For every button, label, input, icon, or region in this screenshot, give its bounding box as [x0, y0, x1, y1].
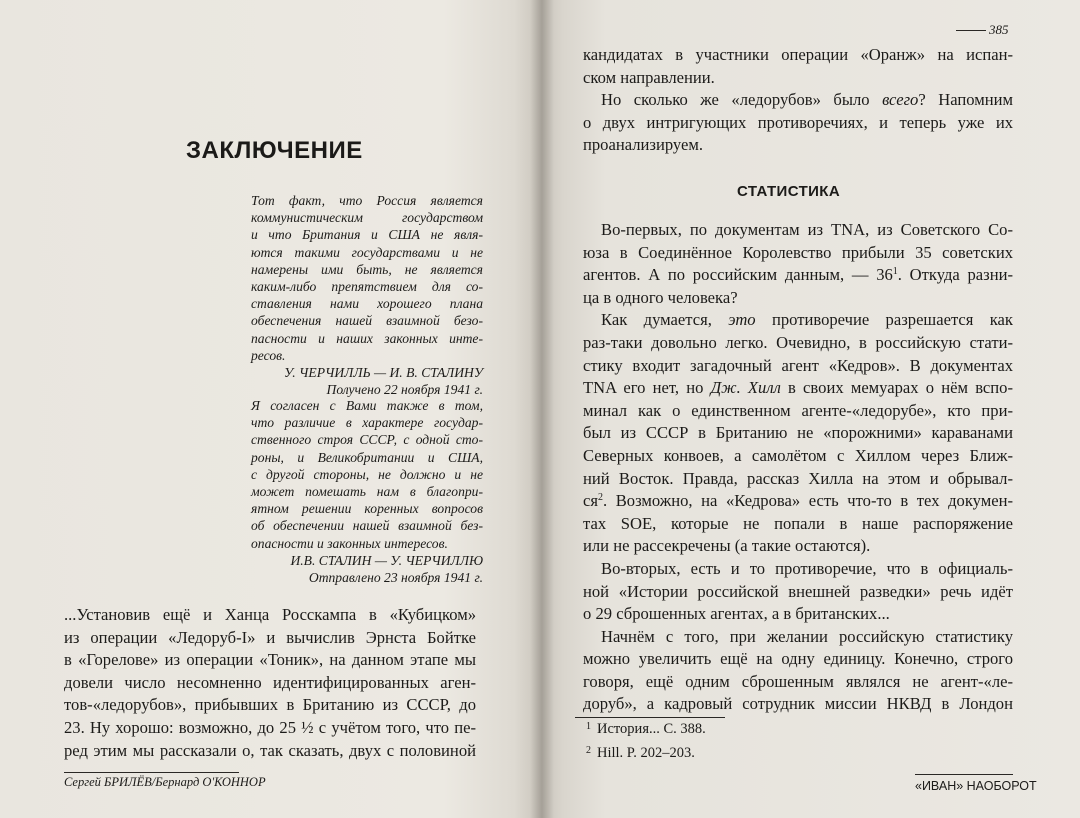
body-line: о 29 сброшенных агентах, а в британских... — [583, 604, 890, 624]
footnote-text: История... С. 388. — [597, 721, 706, 737]
epigraph-date: Отправлено 23 ноября 1941 г. — [308, 570, 483, 586]
section-heading: СТАТИСТИКА — [737, 183, 841, 200]
left-body-text — [64, 604, 476, 762]
footnote-number: 2 — [586, 745, 591, 756]
epigraph-attribution: И.В. СТАЛИН — У. ЧЕРЧИЛЛЮ — [290, 552, 483, 568]
running-footer-title: «ИВАН» НАОБОРОТ — [915, 779, 1037, 793]
body-line: можно увеличить ещё на одну единицу. Конечно, строго — [583, 649, 1013, 669]
epigraph-line: и что Британия и США не явля- — [251, 227, 483, 243]
text-run: ся — [583, 491, 598, 511]
epigraph-line: что различие в характере государ- — [251, 415, 483, 431]
body-line: говоря, ещё одним сброшенным являлся не агент-«ле- — [583, 671, 1013, 691]
epigraph-line: с другой стороны, не должно и не — [251, 466, 483, 482]
footer-rule — [915, 774, 1013, 775]
running-footer-authors: Сергей БРИЛЁВ/Бернард О'КОННОР — [64, 775, 266, 789]
body-line: минал как о единственном агенте-«ледорубе», кто при- — [583, 400, 1013, 420]
body-line: ...Установив ещё и Ханца Росскампа в «Кубицком» — [64, 605, 476, 624]
body-line — [583, 309, 1013, 332]
body-line: в «Горелове» из операции «Тоник», на данном этапе мы — [64, 650, 476, 670]
body-line: доруб», а кадровый сотрудник миссии НКВД в Лондон — [583, 694, 1013, 714]
text-run: в своих мемуарах о нём вспо- — [780, 378, 1014, 398]
epigraph-line: пасности и наших законных инте- — [251, 330, 483, 346]
text-run: Как думается, — [601, 310, 729, 330]
text-run: TNA его нет, но — [583, 378, 711, 398]
epigraph-line: ресов. — [251, 347, 286, 363]
epigraph-line: намерены ими быть, не является — [251, 261, 483, 277]
body-line: из операции «Ледоруб-I» и вычислив Эрнста Бойтке — [64, 627, 476, 647]
bleed-through-text — [64, 44, 504, 136]
footer-rule — [64, 772, 239, 773]
body-line: ца в одного человека? — [583, 287, 738, 307]
epigraph-line: об обеспечении нашей взаимной без- — [251, 518, 483, 534]
body-line: кандидатах в участники операции «Оранж» на испан- — [583, 45, 1013, 64]
body-line: Начнём с того, при желании российскую статистику — [601, 626, 1013, 646]
body-line: раз-таки довольно легко. Очевидно, в российскую стати- — [583, 332, 1013, 352]
body-line: проанализируем. — [583, 135, 703, 155]
footnote-item — [586, 716, 706, 740]
body-line: ред этим мы рассказали о, так сказать, двух с половиной — [64, 740, 476, 760]
right-body-main — [583, 219, 1013, 716]
footnotes — [586, 716, 706, 764]
body-line: ной «Истории российской внешней разведки» речь идёт — [583, 581, 1013, 601]
body-line: стику входит загадочный агент «Кедров». В документах — [583, 355, 1013, 375]
text-run: . Возможно, на «Кедрова» есть что-то в тех докумен- — [603, 491, 1013, 511]
epigraph-line: коммунистическим государством — [251, 210, 483, 226]
epigraph-stalin — [251, 397, 483, 586]
footnote-text: Hill. P. 202–203. — [597, 745, 695, 761]
right-body-top — [583, 44, 1013, 157]
epigraph-line: ются такими государствами и не — [251, 244, 483, 260]
epigraph-line: ственного строя СССР, с одной сто- — [251, 432, 483, 448]
body-line: Во-первых, по документам из TNA, из Советского Со- — [601, 220, 1013, 239]
text-run: Но сколько же «ледорубов» было — [601, 90, 883, 110]
footnote-marker: 1 — [892, 266, 898, 278]
text-run: ? Напомним — [918, 90, 1013, 110]
body-line: тов-«ледорубов», прибывших в Британию из СССР, до — [64, 695, 476, 715]
body-line: Во-вторых, есть и то противоречие, что в официаль- — [601, 558, 1013, 578]
body-line — [583, 377, 1013, 400]
epigraph-attribution: У. ЧЕРЧИЛЛЬ — И. В. СТАЛИНУ — [283, 365, 483, 381]
page-number: 385 — [989, 22, 1009, 37]
footnote-item — [586, 740, 706, 764]
chapter-heading: ЗАКЛЮЧЕНИЕ — [186, 137, 363, 164]
body-line — [583, 264, 1013, 287]
body-line: довели число несомненно идентифицированных аген- — [64, 672, 476, 692]
epigraph-line: ставления нами хорошего плана — [251, 296, 483, 312]
text-run: агентов. А по российским данным, — 36 — [583, 265, 893, 285]
body-line: был из СССР в Британию не «порожними» караванами — [583, 423, 1013, 443]
epigraph-line: обеспечения нашей взаимной безо- — [251, 313, 483, 329]
epigraph-line: роны, и Великобритании и США, — [251, 449, 483, 465]
footnote-number: 1 — [586, 721, 591, 732]
book-gutter — [530, 0, 554, 818]
body-line: 23. Ну хорошо: возможно, до 25 ½ с учётом того, что пе- — [64, 717, 476, 737]
epigraph-line: Я согласен с Вами также в том, — [251, 398, 483, 413]
epigraph-line: может помешать нам в благопри- — [251, 484, 483, 500]
text-run: противоречие разрешается как — [755, 310, 1013, 330]
body-line: о двух интригующих противоречиях, и теперь уже их — [583, 112, 1013, 132]
emphasis: это — [728, 310, 756, 330]
epigraph-churchill — [251, 192, 483, 398]
body-line — [583, 89, 1013, 112]
body-line: ском направлении. — [583, 67, 715, 87]
epigraph-line: опасности и законных интересов. — [251, 535, 448, 551]
body-line: юза в Соединённое Королевство прибыли 35 советских — [583, 242, 1013, 262]
text-run: . Откуда разни- — [897, 265, 1013, 285]
footnote-marker: 2 — [598, 492, 603, 504]
epigraph-line: каким-либо препятствием для со- — [251, 279, 483, 295]
body-line: или не рассекречены (а такие остаются). — [583, 536, 871, 556]
page-number-rule — [956, 30, 986, 31]
body-line: тах SOE, которые не попали в наше распоряжение — [583, 513, 1013, 533]
body-line: ний Восток. Правда, рассказ Хилла на этом и обрывал- — [583, 468, 1013, 488]
emphasis: Дж. Хилл — [710, 378, 781, 398]
epigraph-line: ятном решении коренных вопросов — [251, 501, 483, 517]
body-line: Северных конвоев, а самолётом с Хиллом через Ближ- — [583, 445, 1013, 465]
emphasis: всего — [882, 90, 919, 110]
body-line — [583, 490, 1013, 513]
epigraph-line: Тот факт, что Россия является — [251, 193, 483, 208]
epigraph-date: Получено 22 ноября 1941 г. — [326, 382, 483, 398]
